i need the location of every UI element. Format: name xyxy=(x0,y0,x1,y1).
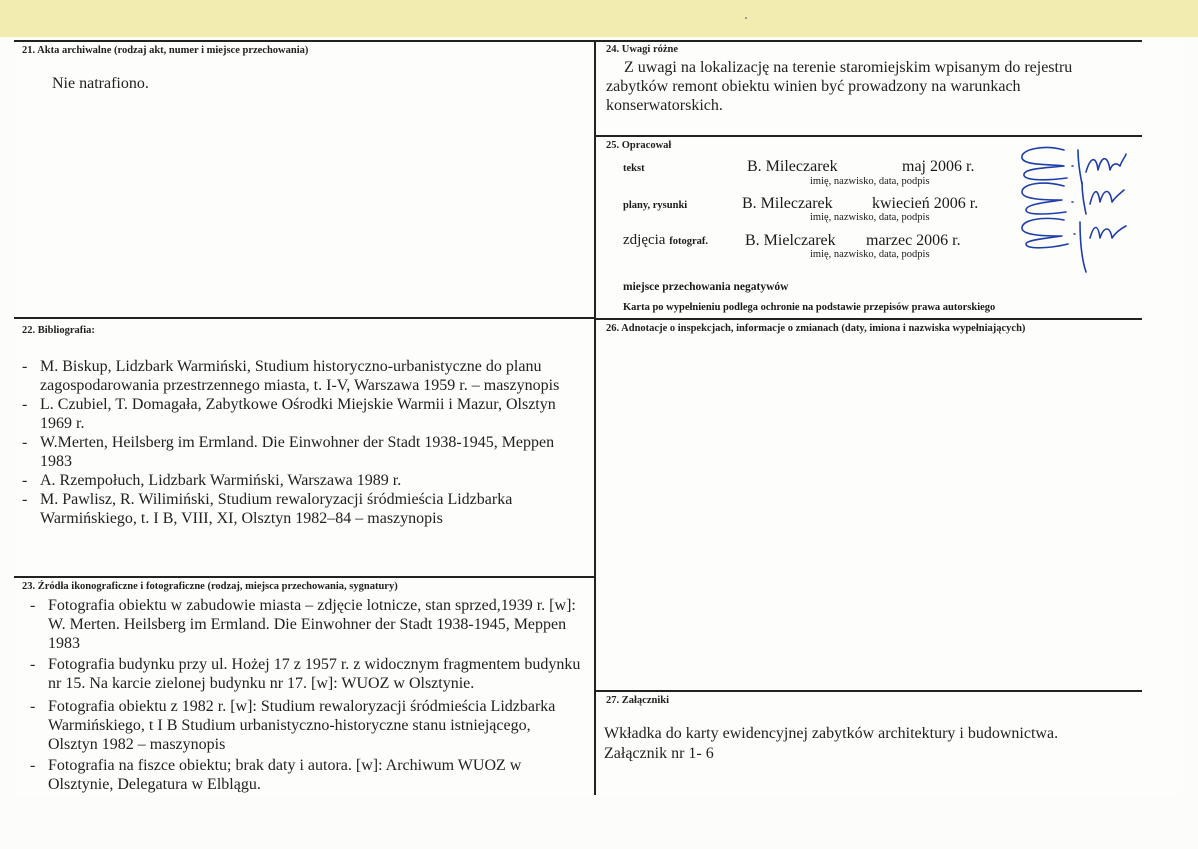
section-26-header: 26. Adnotacje o inspekcjach, informacje o zmianach (daty, imiona i nazwiska wypełniających) xyxy=(606,323,1026,334)
section-24-text xyxy=(606,58,1106,115)
author-row-caption: imię, nazwisko, data, podpis xyxy=(810,212,930,223)
source-item: - Fotografia na fiszce obiektu; brak daty i autora. [w]: Archiwum WUOZ w Olsztynie, Delegatura w Elblągu. xyxy=(30,756,582,794)
rule-24-25 xyxy=(596,135,1142,137)
signature-stroke xyxy=(1022,148,1067,180)
author-row-name: B. Mileczarek xyxy=(747,158,838,175)
signature-stroke xyxy=(1022,183,1066,214)
source-item: - Fotografia obiektu w zabudowie miasta – zdjęcie lotnicze, stan sprzed,1939 r. [w]: W. Merten. Heilsberg im Ermland. Die Einwohner der Stadt 1938-1945, Meppen 1983 xyxy=(30,596,582,653)
author-row-label-photos xyxy=(623,232,708,249)
section-21-header: 21. Akta archiwalne (rodzaj akt, numer i miejsce przechowania) xyxy=(22,45,309,56)
bibliography-item: - M. Biskup, Lidzbark Warmiński, Studium historyczno-urbanistyczne do planu zagospodarowania przestrzennego miasta, t. I-V, Warszawa 1959 r. – maszynopis xyxy=(22,357,562,395)
section-27-header: 27. Załączniki xyxy=(606,695,670,706)
photos-label-small: fotograf. xyxy=(669,236,708,247)
signature-stroke xyxy=(1082,182,1086,214)
column-divider xyxy=(594,40,596,795)
section-21-text: Nie natrafiono. xyxy=(52,75,149,92)
photos-label-main: zdjęcia xyxy=(623,232,666,248)
rule-25-26 xyxy=(596,318,1142,320)
top-rule xyxy=(14,40,1142,42)
remarks-text: Z uwagi na lokalizację na terenie staromiejskim wpisanym do rejestru zabytków remont obiektu winien być prowadzony na warunkach konserwatorskich. xyxy=(606,59,1073,114)
sources-list xyxy=(30,596,582,794)
signature-stroke xyxy=(1078,150,1082,184)
section-24-header: 24. Uwagi różne xyxy=(606,44,679,55)
negatives-label: miejsce przechowania negatywów xyxy=(623,281,789,293)
rule-22-23 xyxy=(14,576,594,578)
scan-dot xyxy=(745,17,747,19)
signature-stroke xyxy=(1080,222,1086,272)
bibliography-list xyxy=(22,357,562,528)
rule-21-22 xyxy=(14,317,594,319)
author-row-name: B. Mileczarek xyxy=(742,195,833,212)
bibliography-item: - L. Czubiel, T. Domagała, Zabytkowe Ośrodki Miejskie Warmii i Mazur, Olsztyn 1969 r. xyxy=(22,395,562,433)
attachments-text: Wkładka do karty ewidencyjnej zabytków architektury i budownictwa. xyxy=(604,725,1059,742)
copyright-note: Karta po wypełnieniu podlega ochronie na podstawie przepisów prawa autorskiego xyxy=(623,302,996,313)
signature-stroke xyxy=(1090,226,1126,238)
section-25-header: 25. Opracował xyxy=(606,140,672,151)
author-row-caption: imię, nazwisko, data, podpis xyxy=(810,249,930,260)
source-item: - Fotografia budynku przy ul. Hożej 17 z 1957 r. z widocznym fragmentem budynku nr 15. Na karcie zielonej budynku nr 17. [w]: WUOZ w Olsztynie. xyxy=(30,655,582,693)
author-row-date: maj 2006 r. xyxy=(902,158,975,175)
author-row-caption: imię, nazwisko, data, podpis xyxy=(810,176,930,187)
signature-stroke xyxy=(1090,190,1124,204)
author-row-label-plans: plany, rysunki xyxy=(623,200,688,211)
section-22-header: 22. Bibliografia: xyxy=(22,325,95,336)
section-23-header: 23. Źródła ikonograficzne i fotograficzne (rodzaj, miejsca przechowania, sygnatury) xyxy=(22,581,398,592)
author-row-date: kwiecień 2006 r. xyxy=(872,195,979,212)
author-row-label-text: tekst xyxy=(623,163,645,174)
bibliography-item: - A. Rzempołuch, Lidzbark Warmiński, Warszawa 1989 r. xyxy=(22,471,562,490)
attachments-text-2: Załącznik nr 1- 6 xyxy=(604,745,714,762)
author-row-name: B. Mielczarek xyxy=(745,232,836,249)
signature-icon xyxy=(1012,142,1142,282)
author-row-date: marzec 2006 r. xyxy=(866,232,961,249)
bibliography-item: - W.Merten, Heilsberg im Ermland. Die Einwohner der Stadt 1938-1945, Meppen 1983 xyxy=(22,433,562,471)
source-item: - Fotografia obiektu z 1982 r. [w]: Studium rewaloryzacji śródmieścia Lidzbarka Warmińskiego, t I B Studium urbanistyczno-historyczne stanu istniejącego, Olsztyn 1982 – maszynopis xyxy=(30,697,582,754)
top-color-band xyxy=(0,0,1198,37)
signature-stroke xyxy=(1086,154,1126,172)
bibliography-item: - M. Pawlisz, R. Wilimiński, Studium rewaloryzacji śródmieścia Lidzbarka Warmińskiego, t. I B, VIII, XI, Olsztyn 1982–84 – maszynopis xyxy=(22,490,562,528)
rule-26-27 xyxy=(596,690,1142,692)
signature-stroke xyxy=(1022,218,1068,247)
